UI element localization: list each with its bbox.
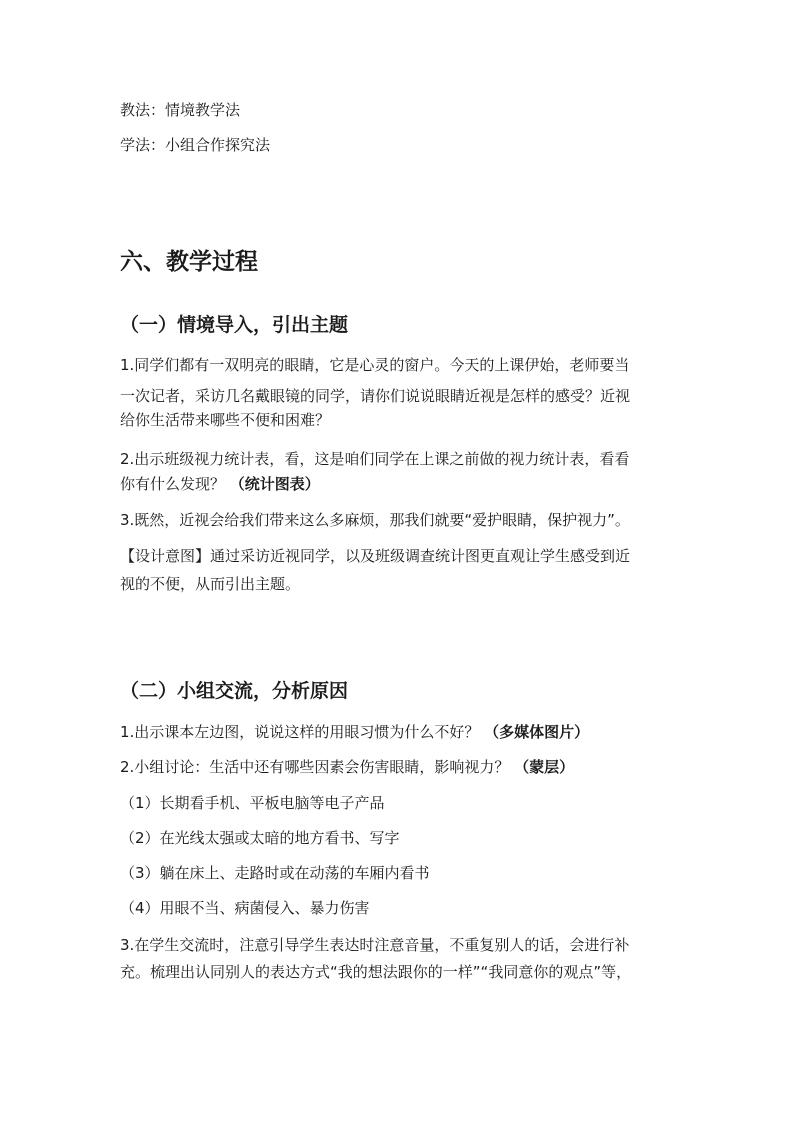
part1-paragraph2-line2 (120, 474, 320, 494)
teaching-method: 教法：情境教学法 (120, 101, 241, 119)
learning-method: 学法：小组合作探究法 (120, 136, 271, 154)
part1-heading: （一）情境导入，引出主题 (120, 314, 349, 336)
list-item: （3）躺在床上、走路时或在动荡的车厢内看书 (120, 864, 430, 882)
design-intent-line1: 【设计意图】通过采访近视同学，以及班级调查统计图更直观让学生感受到近 (120, 547, 631, 565)
part2-paragraph2-text: 2.小组讨论：生活中还有哪些因素会伤害眼睛，影响视力？ (120, 758, 510, 776)
part2-paragraph1 (120, 722, 589, 742)
part1-paragraph2-line1: 2.出示班级视力统计表，看，这是咱们同学在上课之前做的视力统计表，看看 (120, 450, 630, 468)
part1-paragraph2-note: （统计图表） (229, 475, 320, 493)
part1-paragraph1-line2: 一次记者，采访几名戴眼镜的同学，请你们说说眼睛近视是怎样的感受？近视 (120, 387, 631, 405)
part2-paragraph3-line2: 充。梳理出认同别人的表达方式“我的想法跟你的一样”“我同意你的观点”等， (120, 963, 632, 981)
part2-paragraph3-line1: 3.在学生交流时，注意引导学生表达时注意音量，不重复别人的话，会进行补 (120, 936, 630, 954)
part2-paragraph2-note: （蒙层） (514, 758, 575, 776)
part1-paragraph2-text: 你有什么发现？ (120, 475, 226, 493)
part1-paragraph1-line3: 给你生活带来哪些不便和困难？ (120, 411, 331, 429)
part2-paragraph2 (120, 757, 574, 777)
list-item: （1）长期看手机、平板电脑等电子产品 (120, 794, 385, 812)
design-intent-line2: 视的不便，从而引出主题。 (120, 575, 301, 593)
list-item: （2）在光线太强或太暗的地方看书、写字 (120, 829, 400, 847)
part1-paragraph3: 3.既然，近视会给我们带来这么多麻烦，那我们就要“爱护眼睛，保护视力”。 (120, 511, 630, 529)
section-title: 六、教学过程 (120, 249, 258, 275)
part1-paragraph1-line1: 1.同学们都有一双明亮的眼睛，它是心灵的窗户。今天的上课伊始，老师要当 (120, 356, 630, 374)
part2-heading: （二）小组交流，分析原因 (120, 680, 349, 702)
part2-paragraph1-note: （多媒体图片） (484, 723, 590, 741)
list-item: （4）用眼不当、病菌侵入、暴力伤害 (120, 899, 370, 917)
part2-paragraph1-text: 1.出示课本左边图，说说这样的用眼习惯为什么不好？ (120, 723, 480, 741)
